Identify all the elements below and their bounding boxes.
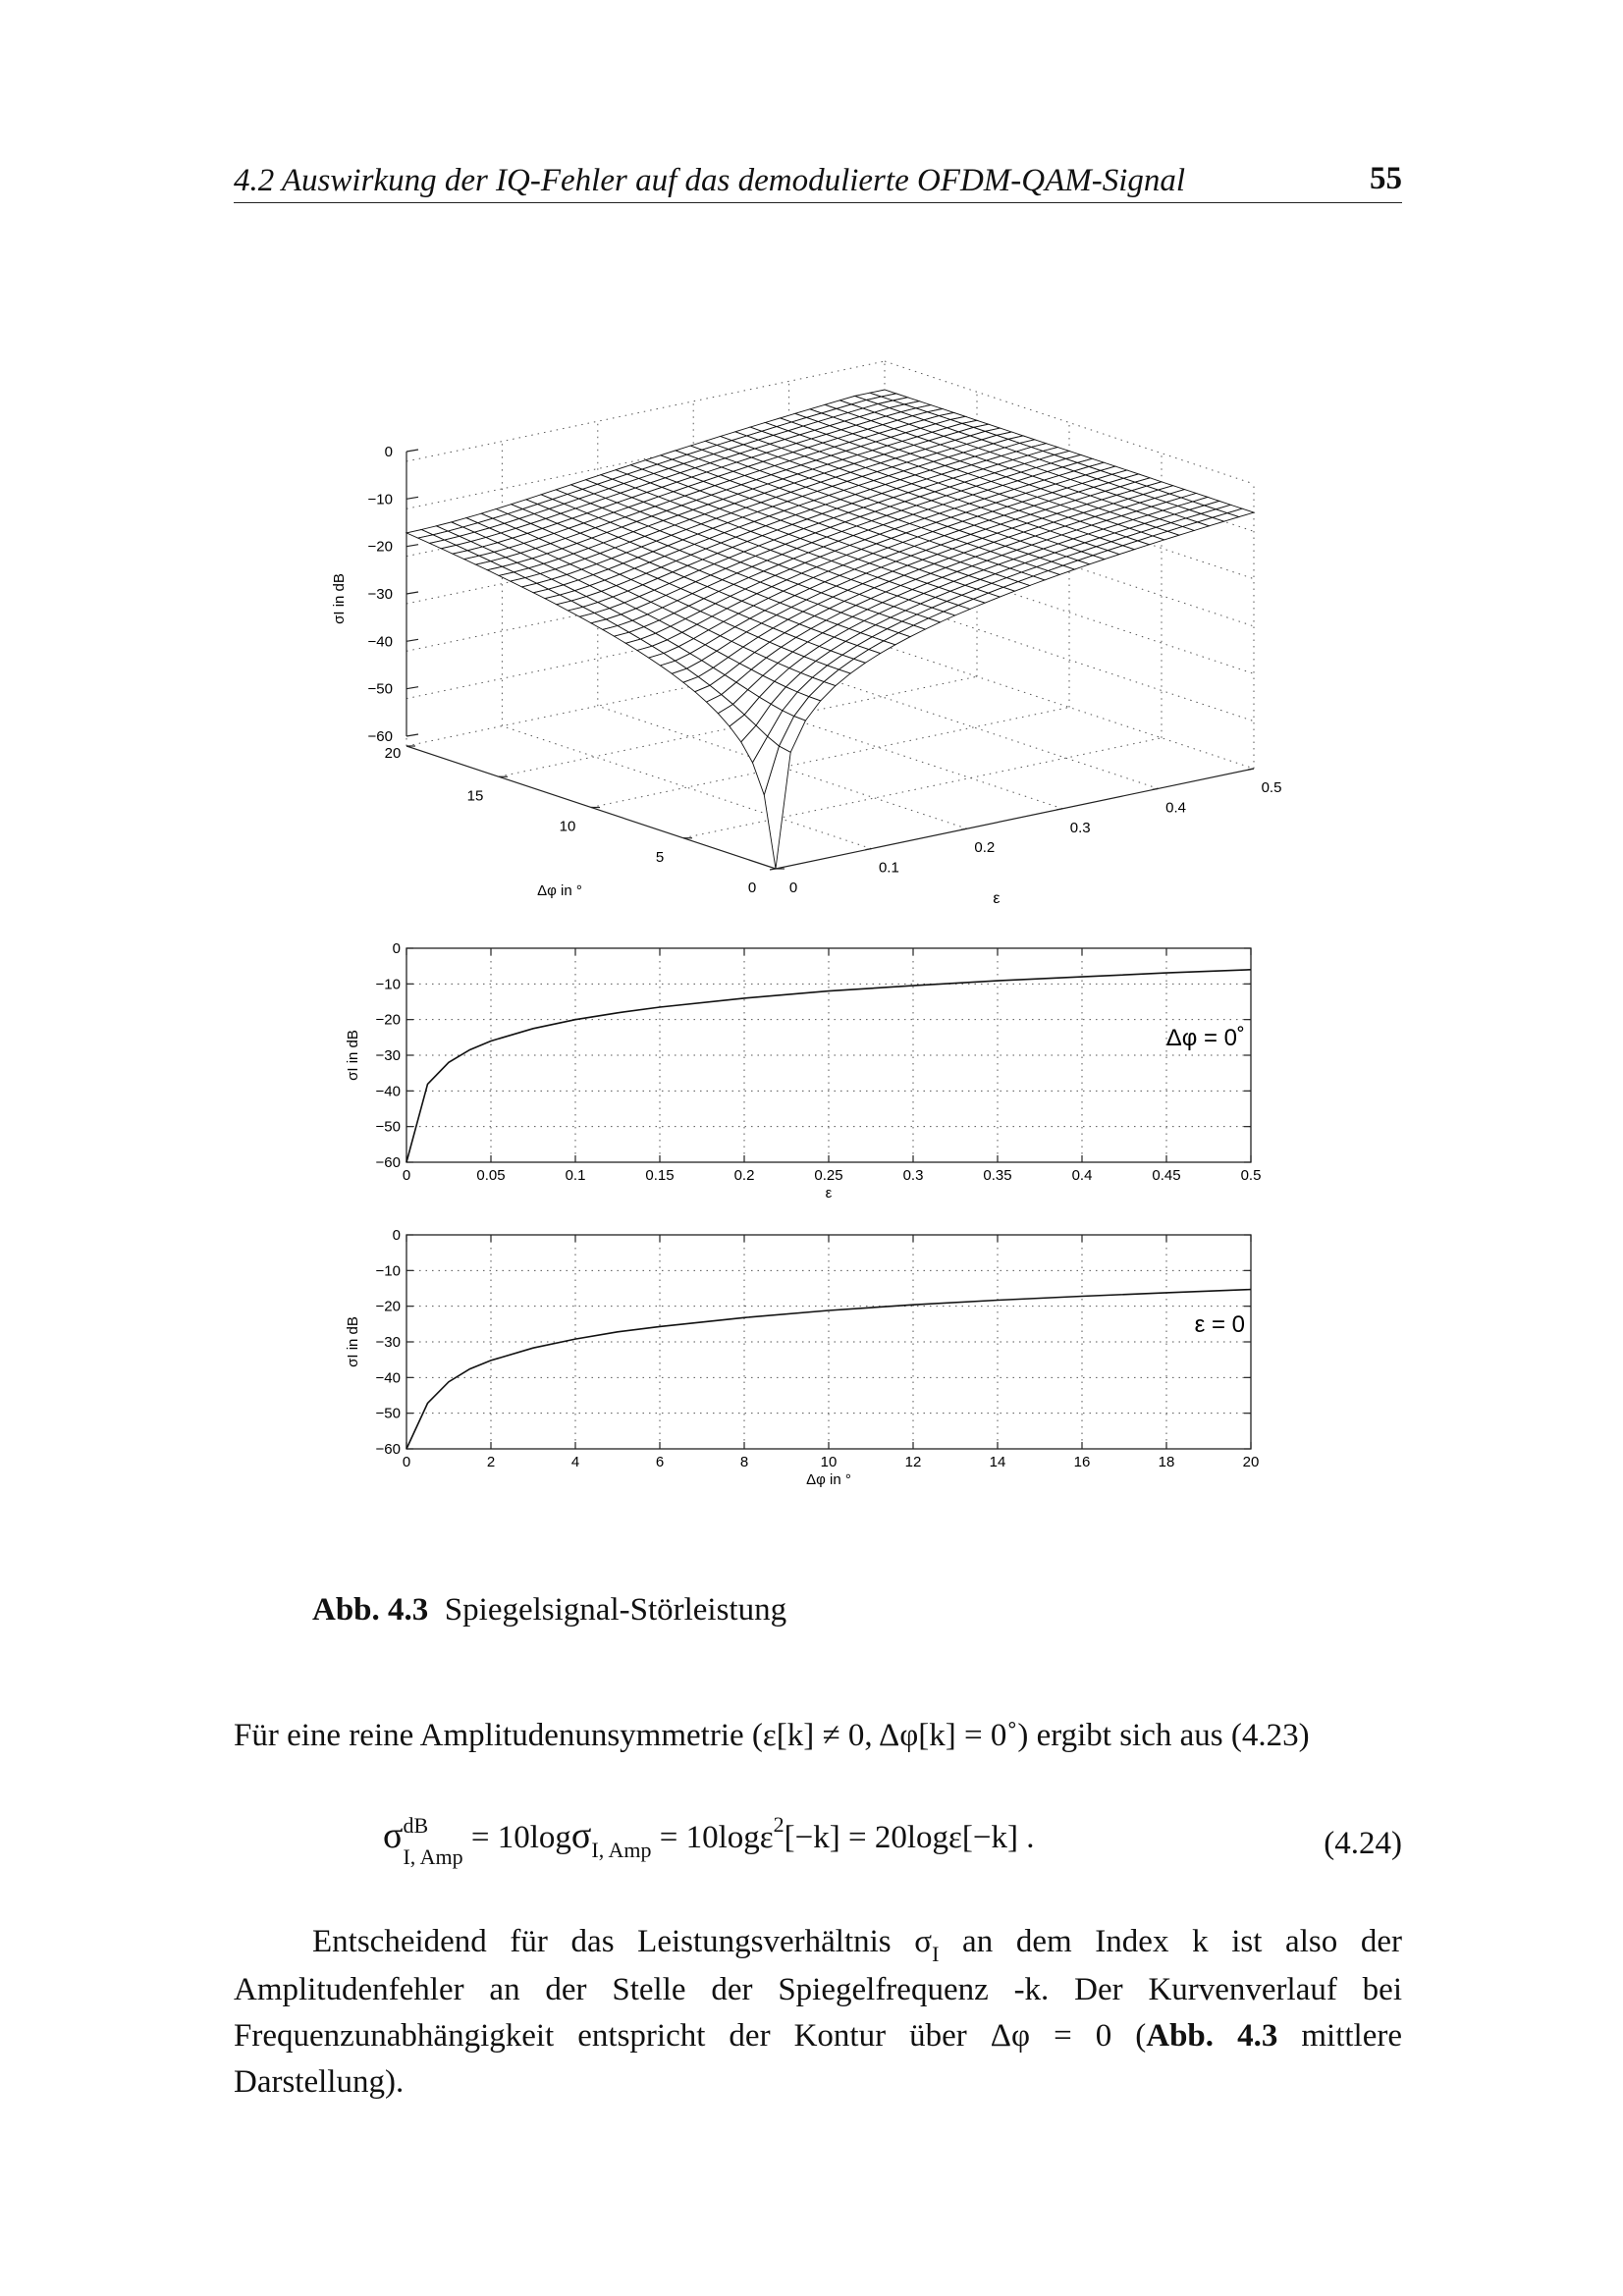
z-tick-label: 0 — [384, 444, 393, 460]
z-tick-label: −10 — [367, 491, 393, 508]
floor-grid — [789, 666, 1159, 788]
paragraph-2 — [234, 1919, 1402, 2106]
x-tick-label: 0.4 — [1071, 1167, 1093, 1184]
eps-axis-label: ε — [993, 890, 1001, 907]
phi-tick-label: 10 — [559, 818, 576, 835]
y-tick-label: −20 — [375, 1298, 401, 1315]
y-tick-label: −10 — [375, 1262, 401, 1280]
p2-text-2: an dem Index k ist also der Amplitudenfehler an der Stelle der Spiegelfrequenz -k. Der Kurvenverlauf bei Frequenzunabhängigkeit entspricht der Kontur über Δφ = 0 ( — [234, 1924, 1402, 2054]
x-tick-label: 0.15 — [645, 1167, 675, 1184]
plot-annotation: ε = 0 — [1194, 1310, 1245, 1338]
eps-tick — [1153, 788, 1159, 789]
z-tick-label: −30 — [367, 586, 393, 603]
phi-axis-label: Δφ in ° — [537, 882, 582, 899]
equation-number: (4.24) — [1324, 1826, 1402, 1861]
floor-grid — [502, 726, 871, 849]
eq-part2: = 10logε — [659, 1820, 774, 1855]
header-section-title: 4.2 Auswirkung der IQ-Fehler auf das demodulierte OFDM-QAM-Signal — [234, 163, 1186, 198]
equation-4-24 — [383, 1812, 1035, 1869]
eq-sup-db: dB — [403, 1813, 429, 1838]
eq-part3: [−k] = 20logε[−k] . — [784, 1820, 1035, 1855]
eq-sigma-2: σ — [570, 1815, 592, 1856]
x-tick-label: 0.3 — [902, 1167, 924, 1184]
z-tick — [406, 639, 418, 641]
x-tick-label: 18 — [1158, 1454, 1175, 1470]
phi-tick-label: 15 — [466, 787, 484, 805]
line-plot-delta-phi — [345, 1227, 1259, 1488]
p2-bold-ref: Abb. 4.3 — [1146, 2018, 1278, 2054]
x-tick-label: 4 — [570, 1454, 580, 1470]
x-tick-label: 12 — [904, 1454, 922, 1470]
eps-tick — [865, 849, 871, 850]
phi-tick-label: 0 — [747, 880, 757, 896]
p2-text-1: Entscheidend für das Leistungsverhältnis σ — [312, 1924, 933, 1959]
surface-3d-plot — [331, 361, 1281, 907]
z-tick — [406, 687, 418, 689]
y-tick-label: −30 — [375, 1334, 401, 1351]
x-axis-label: ε — [825, 1185, 833, 1201]
eq-sigma: σ — [383, 1815, 404, 1856]
z-axis-label: σI in dB — [331, 573, 348, 624]
y-tick-label: −50 — [375, 1405, 401, 1422]
z-tick-label: −40 — [367, 633, 393, 651]
p2-sub: I — [932, 1942, 940, 1966]
eps-tick-label: 0.3 — [1069, 819, 1091, 836]
y-tick-label: −10 — [375, 976, 401, 993]
y-tick-label: −40 — [375, 1083, 401, 1100]
eps-tick — [1248, 769, 1254, 770]
eps-tick — [1056, 809, 1062, 810]
eq-part1: = 10log — [470, 1820, 571, 1855]
x-tick-label: 0.45 — [1152, 1167, 1181, 1184]
z-tick — [406, 497, 418, 499]
caption-label: Abb. 4.3 — [312, 1592, 429, 1628]
floor-grid — [591, 708, 1069, 808]
line-plot-epsilon — [345, 940, 1261, 1201]
y-tick-label: −60 — [375, 1441, 401, 1458]
y-tick-label: −30 — [375, 1047, 401, 1064]
x-tick-label: 14 — [989, 1454, 1006, 1470]
y-tick-label: −20 — [375, 1011, 401, 1029]
z-tick-label: −60 — [367, 728, 393, 745]
y-tick-label: −60 — [375, 1154, 401, 1171]
x-tick-label: 10 — [820, 1454, 838, 1470]
eps-axis-line — [776, 769, 1254, 869]
x-tick-label: 0.5 — [1240, 1167, 1262, 1184]
x-tick-label: 0 — [402, 1167, 411, 1184]
z-tick-label: −50 — [367, 680, 393, 698]
x-tick-label: 0.35 — [983, 1167, 1012, 1184]
y-tick-label: 0 — [392, 940, 401, 957]
x-tick-label: 16 — [1073, 1454, 1091, 1470]
y-axis-label: σI in dB — [345, 1030, 361, 1081]
y-tick-label: 0 — [392, 1227, 401, 1244]
y-tick-label: −40 — [375, 1369, 401, 1387]
x-tick-label: 6 — [655, 1454, 665, 1470]
eq-sup-2: 2 — [773, 1812, 784, 1837]
paragraph-1: Für eine reine Amplitudenunsymmetrie (ε[k] ≠ 0, Δφ[k] = 0˚) ergibt sich aus (4.23) — [234, 1718, 1310, 1753]
x-tick-label: 2 — [486, 1454, 496, 1470]
plot-annotation: Δφ = 0˚ — [1165, 1024, 1245, 1051]
x-axis-label: Δφ in ° — [806, 1471, 851, 1488]
y-axis-label: σI in dB — [345, 1316, 361, 1367]
eps-tick-label: 0 — [788, 880, 798, 896]
z-tick — [406, 545, 418, 547]
eps-tick-label: 0.4 — [1165, 799, 1187, 817]
x-tick-label: 20 — [1242, 1454, 1260, 1470]
figure-caption — [312, 1592, 786, 1629]
y-tick-label: −50 — [375, 1118, 401, 1136]
x-tick-label: 8 — [739, 1454, 749, 1470]
z-tick-label: −20 — [367, 538, 393, 556]
x-tick-label: 0.05 — [476, 1167, 506, 1184]
x-tick-label: 0 — [402, 1454, 411, 1470]
eq-sub-1: I, Amp — [403, 1844, 463, 1869]
x-tick-label: 0.2 — [733, 1167, 755, 1184]
p2-text-3: mittlere Darstellung). — [234, 2018, 1402, 2100]
x-tick-label: 0.1 — [565, 1167, 586, 1184]
z-tick — [406, 734, 418, 736]
eps-tick — [770, 869, 776, 870]
eps-tick-label: 0.1 — [878, 859, 899, 877]
page-number: 55 — [1370, 161, 1402, 196]
eps-tick — [961, 828, 967, 829]
eps-tick-label: 0.5 — [1261, 779, 1282, 796]
eq-sub-2: I, Amp — [591, 1838, 652, 1862]
z-tick — [406, 592, 418, 594]
phi-tick-label: 20 — [384, 745, 402, 762]
x-tick-label: 0.25 — [814, 1167, 843, 1184]
phi-tick-label: 5 — [655, 848, 665, 866]
z-tick — [406, 450, 418, 452]
caption-text: Spiegelsignal-Störleistung — [444, 1592, 787, 1628]
eps-tick-label: 0.2 — [974, 839, 996, 857]
